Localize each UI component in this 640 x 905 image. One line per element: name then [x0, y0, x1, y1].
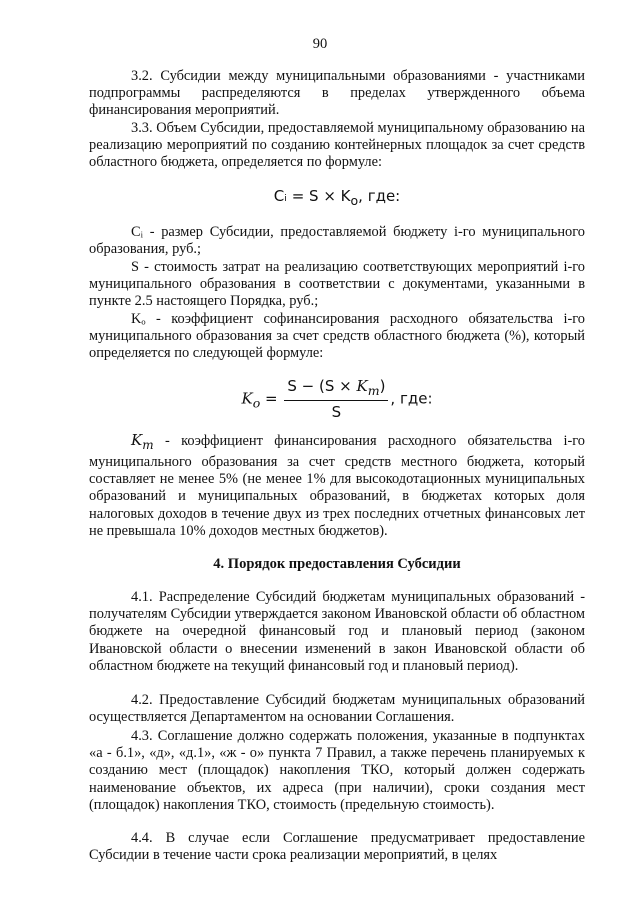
paragraph-3-2-text: 3.2. Субсидии между муниципальными образованиями - участниками подпрограммы распределяются в пределах утвержденного объема финансирования мероприятий. — [89, 68, 585, 119]
paragraph-4-4-text: 4.4. В случае если Соглашение предусматривает предоставление Субсидии в течение части срока реализации мероприятий, в целях — [89, 830, 585, 864]
paragraph-4-1 — [89, 589, 585, 675]
paragraph-4-4 — [89, 830, 585, 864]
formula1-sub: o — [350, 193, 359, 208]
definition-ci-text: Cᵢ - размер Субсидии, предоставляемой бюджету i-го муниципального образования, руб.; — [89, 224, 585, 258]
paragraph-3-3 — [89, 120, 585, 172]
paragraph-4-3-text: 4.3. Соглашение должно содержать положения, указанные в подпунктах «а - б.1», «д», «д.1», «ж - о» пункта 7 Правил, а также перечень планируемых к созданию мест (площадок) накопления ТКО, который должен содержать наименование объектов, их адреса (при наличии), сроки создания мест (площадок) накопления ТКО, стоимость (предельную стоимость). — [89, 728, 585, 813]
definition-km — [89, 432, 585, 540]
formula-coefficient — [89, 377, 585, 423]
definition-s-text: S - стоимость затрат на реализацию соответствующих мероприятий i-го муниципального образования в соответствии с документами, указанными в пункте 2.5 настоящего Порядка, руб.; — [89, 259, 585, 310]
formula2-num-k: K — [356, 377, 368, 395]
km-symbol: K — [131, 431, 143, 449]
paragraph-3-3-text: 3.3. Объем Субсидии, предоставляемой муниципальному образованию на реализацию мероприятий по созданию контейнерных площадок за счет средств областного бюджета, определяется по формуле: — [89, 120, 585, 171]
formula1-eq: = S × K — [286, 187, 351, 205]
formula2-fraction — [284, 377, 388, 421]
definition-s — [89, 259, 585, 311]
page-number: 90 — [312, 36, 328, 52]
formula2-tail: , где: — [390, 389, 433, 408]
definition-ko-text: Kₒ - коэффициент софинансирования расходного обязательства i-го муниципального образования за счет средств областного бюджета (%), который определяется по следующей формуле: — [89, 311, 585, 362]
definition-ci — [89, 224, 585, 258]
formula2-num-sub: m — [367, 383, 380, 398]
paragraph-4-2 — [89, 692, 585, 726]
km-sub: m — [142, 437, 154, 452]
formula-subsidy — [89, 187, 585, 208]
paragraph-4-2-text: 4.2. Предоставление Субсидий бюджетам муниципальных образований осуществляется Департаментом на основании Соглашения. — [89, 692, 585, 726]
formula2-num-a: S − (S × — [287, 377, 357, 395]
paragraph-3-2 — [89, 68, 585, 120]
formula2-denominator: S — [331, 403, 342, 421]
definition-km-text — [89, 432, 585, 540]
formula2-num-b: ) — [379, 377, 386, 395]
formula2-lhs: K — [241, 389, 253, 408]
paragraph-4-1-text: 4.1. Распределение Субсидий бюджетам муниципальных образований - получателям Субсидии утверждается законом Ивановской области об областном бюджете на очередной финансовый год и плановый период (законом Ивановской области о внесении изменений в закон Ивановской области об областном бюджете на текущий финансовый год и плановый период). — [89, 589, 585, 674]
section-heading: 4. Порядок предоставления Субсидии — [213, 556, 461, 572]
formula2-eq: = — [265, 389, 278, 408]
formula1-tail: , где: — [358, 187, 401, 205]
km-body: - коэффициент финансирования расходного обязательства i-го муниципального образования за счет средств местного бюджета, который составляет не менее 5% (не менее 1% для высокодотационных муниципальных образований и муниципальных образований, в бюджетах которых доля налоговых доходов в течение двух из трех последних отчетных финансовых лет не превышала 10% доходов местных бюджетов). — [89, 433, 585, 539]
formula1-lhs: Cᵢ — [273, 187, 287, 205]
paragraph-4-3 — [89, 728, 585, 814]
formula2-numerator — [284, 377, 388, 401]
formula2-lhs-sub: o — [252, 395, 261, 411]
definition-ko — [89, 311, 585, 363]
